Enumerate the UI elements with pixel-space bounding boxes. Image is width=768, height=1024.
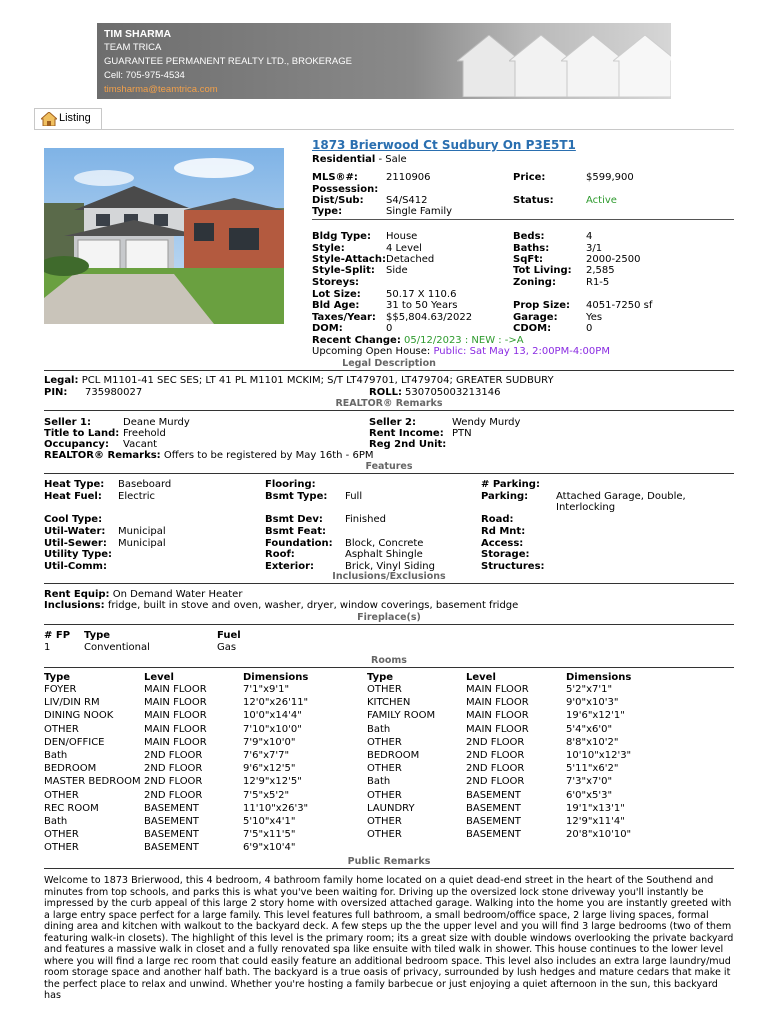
- pin-value: 735980027: [85, 387, 143, 398]
- room-level: BASEMENT: [144, 842, 199, 854]
- details-value: 0: [586, 323, 593, 334]
- details-value: 2000-2500: [586, 254, 641, 265]
- roll-label: ROLL:: [369, 387, 402, 398]
- roll-value: 530705003213146: [405, 387, 501, 398]
- details-label: Bldg Type:: [312, 231, 371, 242]
- room-dimensions: 12'0"x26'11": [243, 697, 309, 709]
- summary-divider: [312, 219, 734, 220]
- agent-cell: Cell: 705-975-4534: [104, 70, 185, 81]
- room-level: BASEMENT: [466, 802, 521, 814]
- listing-address-link[interactable]: 1873 Brierwood Ct Sudbury On P3E5T1: [312, 138, 576, 152]
- house-icon: [41, 112, 57, 126]
- summary-label: Possession:: [312, 184, 379, 195]
- fp-header-fuel: Fuel: [217, 630, 241, 641]
- room-dimensions: 7'9"x10'0": [243, 736, 296, 748]
- room-level: BASEMENT: [144, 829, 199, 841]
- room-dimensions: 6'9"x10'4": [243, 842, 296, 854]
- feature-label: Rd Mnt:: [481, 526, 526, 537]
- room-type: OTHER: [44, 842, 79, 854]
- feature-label: Exterior:: [265, 561, 315, 572]
- room-dimensions: 19'1"x13'1": [566, 802, 625, 814]
- feature-label: Util-Comm:: [44, 561, 107, 572]
- room-level: MAIN FLOOR: [144, 697, 207, 709]
- room-type: OTHER: [44, 829, 79, 841]
- feature-label: Util-Water:: [44, 526, 106, 537]
- room-type: REC ROOM: [44, 802, 99, 814]
- details-value: Side: [386, 265, 408, 276]
- summary-label: Status:: [513, 195, 554, 206]
- room-type: OTHER: [367, 816, 402, 827]
- room-type: OTHER: [367, 684, 402, 695]
- property-photo-image: [44, 148, 284, 324]
- room-level: 2ND FLOOR: [144, 750, 203, 761]
- listing-type-rest: - Sale: [375, 154, 407, 165]
- details-label: Bld Age:: [312, 300, 360, 311]
- section-fireplace-title: Fireplace(s): [357, 612, 421, 623]
- recent-change-label: Recent Change:: [312, 335, 401, 346]
- feature-value: Baseboard: [118, 479, 172, 490]
- room-dimensions: 12'9"x12'5": [243, 776, 302, 788]
- room-dimensions: 20'8"x10'10": [566, 829, 632, 841]
- feature-label: Structures:: [481, 561, 545, 572]
- listing-type: [312, 154, 407, 165]
- summary-label: MLS®#:: [312, 172, 358, 183]
- feature-value: Electric: [118, 491, 156, 502]
- summary-label: Type:: [312, 206, 343, 217]
- room-dimensions: 7'3"x7'0": [566, 776, 613, 788]
- room-type: OTHER: [367, 789, 402, 801]
- rooms-header-dim-right: Dimensions: [566, 672, 632, 683]
- details-value: House: [386, 231, 418, 242]
- section-inclusions-title: Inclusions/Exclusions: [332, 571, 446, 582]
- rooms-header-type-left: Type: [44, 672, 71, 683]
- room-level: 2ND FLOOR: [466, 750, 525, 761]
- details-value: 31 to 50 Years: [386, 300, 458, 311]
- feature-label: Cool Type:: [44, 514, 103, 525]
- room-dimensions: 7'1"x9'1": [243, 684, 290, 695]
- room-dimensions: 7'10"x10'0": [243, 723, 302, 735]
- details-label: Tot Living:: [513, 265, 572, 276]
- room-type: FAMILY ROOM: [367, 710, 436, 722]
- fp-type: Conventional: [84, 642, 150, 653]
- inclusions: [44, 600, 518, 611]
- property-photo[interactable]: [44, 148, 284, 324]
- feature-label: Foundation:: [265, 538, 333, 549]
- rent-income-value: PTN: [452, 428, 472, 439]
- room-type: Bath: [44, 750, 68, 761]
- room-dimensions: 5'4"x6'0": [566, 723, 613, 735]
- room-type: BEDROOM: [367, 750, 420, 761]
- seller2-value: Wendy Murdy: [452, 417, 521, 428]
- feature-label: Bsmt Dev:: [265, 514, 323, 525]
- room-level: 2ND FLOOR: [144, 776, 203, 788]
- agent-team: TEAM TRICA: [104, 42, 162, 53]
- summary-value: Single Family: [386, 206, 453, 217]
- feature-label: Road:: [481, 514, 514, 525]
- room-level: BASEMENT: [144, 802, 199, 814]
- room-type: OTHER: [367, 829, 402, 841]
- room-level: 2ND FLOOR: [466, 736, 525, 748]
- room-type: KITCHEN: [367, 697, 411, 709]
- seller2-label: Seller 2:: [369, 417, 416, 428]
- feature-label: # Parking:: [481, 479, 540, 490]
- room-level: BASEMENT: [144, 816, 199, 827]
- open-house: [312, 346, 610, 357]
- listing-type-bold: Residential: [312, 154, 376, 165]
- recent-change: [312, 335, 524, 346]
- details-label: CDOM:: [513, 323, 552, 334]
- details-value: 0: [386, 323, 393, 334]
- feature-value: Attached Garage, Double,: [556, 491, 686, 502]
- room-type: MASTER BEDROOM: [44, 776, 141, 788]
- room-type: DEN/OFFICE: [44, 736, 105, 748]
- details-label: Style:: [312, 243, 345, 254]
- tab-listing[interactable]: [34, 108, 102, 130]
- feature-label: Roof:: [265, 549, 295, 560]
- room-dimensions: 7'5"x11'5": [243, 829, 296, 841]
- room-level: BASEMENT: [466, 829, 521, 841]
- house-graphic-icon: [613, 35, 671, 97]
- room-dimensions: 10'0"x14'4": [243, 710, 302, 722]
- room-dimensions: 5'10"x4'1": [243, 816, 296, 827]
- seller1-value: Deane Murdy: [123, 417, 190, 428]
- room-type: LIV/DIN RM: [44, 697, 100, 709]
- section-features-line: [44, 473, 734, 474]
- feature-label: Bsmt Feat:: [265, 526, 326, 537]
- room-level: MAIN FLOOR: [144, 723, 207, 735]
- room-dimensions: 7'5"x5'2": [243, 789, 290, 801]
- room-level: MAIN FLOOR: [144, 684, 207, 695]
- section-public-title: Public Remarks: [347, 856, 431, 867]
- status-badge: Active: [586, 195, 617, 206]
- room-level: BASEMENT: [466, 789, 521, 801]
- summary-value: S4/S412: [386, 195, 428, 206]
- section-public-line: [44, 868, 734, 869]
- section-realtor-title: REALTOR® Remarks: [335, 398, 443, 409]
- legal-row: [44, 375, 554, 386]
- rooms-header-dim-left: Dimensions: [243, 672, 309, 683]
- title-land-label: Title to Land:: [44, 428, 120, 439]
- tab-divider: [34, 129, 734, 130]
- section-legal-line: [44, 370, 734, 371]
- feature-value: Municipal: [118, 526, 166, 537]
- room-level: MAIN FLOOR: [466, 723, 529, 735]
- feature-value: Brick, Vinyl Siding: [345, 561, 435, 572]
- room-type: Bath: [44, 816, 68, 827]
- inclusions-value: fridge, built in stove and oven, washer, dryer, window coverings, basement fridge: [107, 600, 519, 611]
- rent-equip-value: On Demand Water Heater: [112, 589, 243, 600]
- rent-equip: [44, 589, 242, 600]
- details-label: Taxes/Year:: [312, 312, 376, 323]
- feature-value: Municipal: [118, 538, 166, 549]
- room-dimensions: 19'6"x12'1": [566, 710, 625, 722]
- summary-value: $599,900: [586, 172, 634, 183]
- room-level: 2ND FLOOR: [466, 776, 525, 788]
- details-value: 4: [586, 231, 593, 242]
- section-rooms-title: Rooms: [371, 655, 407, 666]
- recent-change-value: 05/12/2023 : NEW : ->A: [404, 335, 524, 346]
- details-value: $$5,804.63/2022: [386, 312, 473, 323]
- details-value: Yes: [586, 312, 603, 323]
- section-inclusions-line: [44, 583, 734, 584]
- feature-value: Full: [345, 491, 363, 502]
- room-type: OTHER: [44, 789, 79, 801]
- title-land-value: Freehold: [123, 428, 166, 439]
- room-dimensions: 5'11"x6'2": [566, 763, 619, 775]
- details-label: Storeys:: [312, 277, 360, 288]
- room-dimensions: 12'9"x11'4": [566, 816, 625, 827]
- details-value: 4 Level: [386, 243, 422, 254]
- feature-label: Bsmt Type:: [265, 491, 328, 502]
- legal-value: PCL M1101-41 SEC SES; LT 41 PL M1101 MCKIM; S/T LT479701, LT479704; GREATER SUDBURY: [81, 375, 554, 386]
- open-house-label: Upcoming Open House:: [312, 346, 431, 357]
- room-level: MAIN FLOOR: [144, 710, 207, 722]
- details-label: Prop Size:: [513, 300, 571, 311]
- room-type: BEDROOM: [44, 763, 97, 775]
- fp-count: 1: [44, 642, 51, 653]
- feature-label: Access:: [481, 538, 524, 549]
- room-type: DINING NOOK: [44, 710, 114, 722]
- feature-label: Heat Type:: [44, 479, 105, 490]
- details-value: 3/1: [586, 243, 603, 254]
- room-level: 2ND FLOOR: [466, 763, 525, 775]
- room-dimensions: 11'10"x26'3": [243, 802, 309, 814]
- feature-value: Finished: [345, 514, 386, 525]
- section-rooms-line: [44, 667, 734, 668]
- details-label: Lot Size:: [312, 289, 361, 300]
- room-dimensions: 9'6"x12'5": [243, 763, 296, 775]
- summary-label: Price:: [513, 172, 546, 183]
- agent-banner: [97, 23, 671, 99]
- rooms-header-level-right: Level: [466, 672, 496, 683]
- fp-header-type: Type: [84, 630, 111, 641]
- room-dimensions: 10'10"x12'3": [566, 750, 632, 761]
- room-dimensions: 5'2"x7'1": [566, 684, 613, 695]
- inclusions-label: Inclusions:: [44, 600, 105, 611]
- room-type: OTHER: [44, 723, 79, 735]
- section-fireplace-line: [44, 624, 734, 625]
- feature-value: Asphalt Shingle: [345, 549, 423, 560]
- section-features-title: Features: [365, 461, 413, 472]
- pin-label: PIN:: [44, 387, 68, 398]
- room-level: MAIN FLOOR: [144, 736, 207, 748]
- occupancy-label: Occupancy:: [44, 439, 109, 450]
- realtor-remarks-label: REALTOR® Remarks:: [44, 450, 161, 461]
- details-label: Beds:: [513, 231, 545, 242]
- room-type: OTHER: [367, 736, 402, 748]
- room-type: FOYER: [44, 684, 77, 695]
- room-level: MAIN FLOOR: [466, 710, 529, 722]
- room-type: OTHER: [367, 763, 402, 775]
- open-house-value: Public: Sat May 13, 2:00PM-4:00PM: [433, 346, 610, 357]
- feature-label: Utility Type:: [44, 549, 113, 560]
- feature-label: Parking:: [481, 491, 529, 502]
- seller1-label: Seller 1:: [44, 417, 91, 428]
- legal-label: Legal:: [44, 375, 79, 386]
- section-realtor-line: [44, 410, 734, 411]
- details-value: R1-5: [586, 277, 610, 288]
- feature-label: Heat Fuel:: [44, 491, 102, 502]
- details-label: DOM:: [312, 323, 343, 334]
- rent-income-label: Rent Income:: [369, 428, 444, 439]
- details-label: Baths:: [513, 243, 550, 254]
- details-value: 2,585: [586, 265, 615, 276]
- rent-equip-label: Rent Equip:: [44, 589, 110, 600]
- rooms-header-level-left: Level: [144, 672, 174, 683]
- room-type: Bath: [367, 776, 391, 788]
- feature-label: Util-Sewer:: [44, 538, 107, 549]
- details-label: Style-Split:: [312, 265, 375, 276]
- agent-brokerage: GUARANTEE PERMANENT REALTY LTD., BROKERAGE: [104, 56, 352, 67]
- details-label: Zoning:: [513, 277, 556, 288]
- tab-listing-label: Listing: [59, 112, 91, 124]
- room-level: 2ND FLOOR: [144, 763, 203, 775]
- occupancy-value: Vacant: [123, 439, 158, 450]
- agent-name: TIM SHARMA: [104, 28, 172, 40]
- fp-fuel: Gas: [217, 642, 237, 653]
- feature-label: Flooring:: [265, 479, 316, 490]
- room-level: BASEMENT: [466, 816, 521, 827]
- public-remarks-text: Welcome to 1873 Brierwood, this 4 bedroom, 4 bathroom family home located on a quiet dead-end street in the heart of the Southend and minutes from top schools, and parks this is what you've been waiting for. Driving up the oversized lock stone driveway you'll instantly be impressed by the curb appeal of this large 2 story home with oversized attached garage. Walking into the home you are instantly greeted with a large entry space perfect for a large family. This level features full bathroom, a small bedroom/office space, 2 large living spaces, formal dining area and kitchen with walkout to the backyard deck. A few steps up the the upper level and you will find 3 large bedrooms (two of them featuring walk-in closets). The highlight of this level is the primary room; its a great size with double windows overlooking the private backyard and features a massive walk in closet and a fully renovated spa like ensuite with tiled walk in shower. This house continues to the lower level where you will find a large rec room that could easily feature an additional bedroom space. This level also includes an extra large laundry/mud room storage space and another half bath. The backyard is a true oasis of privacy, surrounded by lush hedges and mature cedars that make it the perfect place to relax and unwind. Whether you're hosting a family barbecue or just enjoying a quiet afternoon in the sun, this backyard has: [44, 875, 734, 1001]
- realtor-remarks: [44, 450, 373, 461]
- room-dimensions: 8'8"x10'2": [566, 736, 619, 748]
- room-level: MAIN FLOOR: [466, 697, 529, 709]
- room-dimensions: 7'6"x7'7": [243, 750, 290, 761]
- room-type: Bath: [367, 723, 391, 735]
- reg-unit-label: Reg 2nd Unit:: [369, 439, 447, 450]
- details-label: Garage:: [513, 312, 558, 323]
- fp-header-count: # FP: [44, 630, 71, 641]
- feature-value: Interlocking: [556, 502, 616, 513]
- room-level: MAIN FLOOR: [466, 684, 529, 695]
- room-level: 2ND FLOOR: [144, 789, 203, 801]
- summary-value: 2110906: [386, 172, 431, 183]
- rooms-header-type-right: Type: [367, 672, 394, 683]
- agent-info: [104, 27, 352, 97]
- details-label: Style-Attach:: [312, 254, 386, 265]
- realtor-remarks-value: Offers to be registered by May 16th - 6PM: [163, 450, 374, 461]
- feature-label: Storage:: [481, 549, 530, 560]
- room-type: LAUNDRY: [367, 802, 415, 814]
- details-label: SqFt:: [513, 254, 543, 265]
- room-dimensions: 9'0"x10'3": [566, 697, 619, 709]
- details-value: Detached: [386, 254, 435, 265]
- feature-value: Block, Concrete: [345, 538, 424, 549]
- details-value: 50.17 X 110.6: [386, 289, 457, 300]
- summary-label: Dist/Sub:: [312, 195, 364, 206]
- agent-email[interactable]: timsharma@teamtrica.com: [104, 84, 218, 95]
- section-legal-title: Legal Description: [342, 358, 436, 369]
- room-dimensions: 6'0"x5'3": [566, 789, 613, 801]
- details-value: 4051-7250 sf: [586, 300, 653, 311]
